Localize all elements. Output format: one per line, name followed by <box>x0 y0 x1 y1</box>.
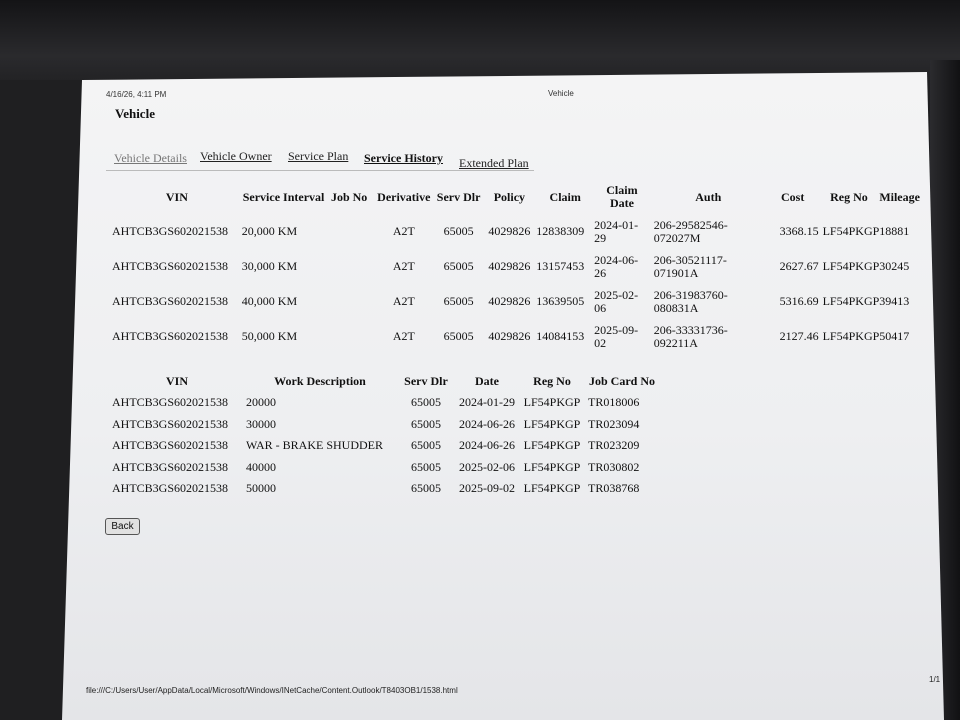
cell-serv-dlr: 65005 <box>411 395 441 410</box>
table-row <box>112 319 920 354</box>
cell-serv-dlr: 65005 <box>411 481 441 496</box>
cell-claim: 13639505 <box>536 294 585 308</box>
cell-reg-no: LF54PKGP <box>523 459 581 474</box>
cell-auth: 206-29582546-072027M <box>653 217 728 245</box>
col-header-date: Date <box>475 373 499 388</box>
table-row <box>112 249 920 284</box>
table-row <box>112 392 660 414</box>
cell-job-no <box>325 249 373 284</box>
table-row <box>112 435 660 457</box>
col-header-auth: Auth <box>695 189 722 204</box>
cell-mileage: 39413 <box>879 294 910 308</box>
cell-work-description: 50000 <box>246 481 276 496</box>
cell-job-card-no: TR023209 <box>588 438 640 453</box>
work-header-row <box>112 370 660 392</box>
dark-surface-top <box>0 0 960 80</box>
col-header-job-card-no: Job Card No <box>588 373 655 388</box>
table-row <box>112 414 660 436</box>
cell-job-card-no: TR030802 <box>588 459 640 474</box>
cell-policy: 4029826 <box>488 329 531 343</box>
cell-vin: AHTCB3GS602021538 <box>112 329 229 343</box>
cell-serv-dlr: 65005 <box>443 259 474 273</box>
tab-vehicle-details[interactable]: Vehicle Details <box>114 151 187 165</box>
cell-claim: 13157453 <box>536 259 585 273</box>
col-header-serv-dlr: Serv Dlr <box>436 189 481 204</box>
cell-vin: AHTCB3GS602021538 <box>112 438 229 453</box>
cell-serv-dlr: 65005 <box>411 438 441 453</box>
cell-mileage: 18881 <box>879 224 910 238</box>
cell-service-interval: 30,000 KM <box>241 259 298 273</box>
col-header-derivative: Derivative <box>377 189 431 204</box>
cell-cost: 2627.67 <box>779 259 819 273</box>
cell-service-interval: 20,000 KM <box>241 224 298 238</box>
cell-date: 2025-02-06 <box>459 459 515 474</box>
cell-cost: 2127.46 <box>779 329 819 343</box>
print-datetime: 4/16/26, 4:11 PM <box>106 90 167 99</box>
cell-job-card-no: TR023094 <box>588 416 640 431</box>
claims-header-row <box>112 180 920 214</box>
cell-cost: 3368.15 <box>779 224 819 238</box>
cell-work-description: WAR - BRAKE SHUDDER <box>246 438 384 453</box>
cell-claim-date: 2024-01-29 <box>594 217 639 245</box>
col-header-serv-dlr: Serv Dlr <box>404 373 448 388</box>
col-header-claim-date: Claim Date <box>606 183 638 210</box>
col-header-service-interval: Service Interval <box>242 189 325 204</box>
print-file-path: file:///C:/Users/User/AppData/Local/Microsoft/Windows/INetCache/Content.Outlook/T8403OB1/1538.html <box>86 686 458 695</box>
cell-derivative: A2T <box>392 224 415 238</box>
tab-extended-plan[interactable]: Extended Plan <box>459 156 529 170</box>
cell-mileage: 50417 <box>879 329 910 343</box>
cell-policy: 4029826 <box>488 259 531 273</box>
cell-reg-no: LF54PKGP <box>523 395 581 410</box>
cell-cost: 5316.69 <box>779 294 819 308</box>
cell-vin: AHTCB3GS602021538 <box>112 395 229 410</box>
table-row <box>112 284 920 319</box>
cell-reg-no: LF54PKGP <box>523 438 581 453</box>
cell-auth: 206-30521117-071901A <box>653 252 727 280</box>
col-header-job-no: Job No <box>330 189 368 204</box>
tab-service-plan[interactable]: Service Plan <box>288 149 349 163</box>
cell-serv-dlr: 65005 <box>443 329 474 343</box>
cell-derivative: A2T <box>392 259 415 273</box>
cell-auth: 206-31983760-080831A <box>653 287 728 315</box>
cell-claim: 14084153 <box>536 329 585 343</box>
cell-policy: 4029826 <box>488 224 531 238</box>
cell-claim-date: 2025-09-02 <box>594 322 639 350</box>
cell-work-description: 20000 <box>246 395 276 410</box>
cell-date: 2024-06-26 <box>459 416 515 431</box>
cell-auth: 206-33331736-092211A <box>653 322 728 350</box>
cell-job-card-no: TR018006 <box>588 395 640 410</box>
work-history-table <box>112 370 660 500</box>
cell-vin: AHTCB3GS602021538 <box>112 481 229 496</box>
tab-bar <box>106 148 534 171</box>
cell-mileage: 30245 <box>879 259 910 273</box>
col-header-cost: Cost <box>781 189 805 204</box>
cell-claim-date: 2024-06-26 <box>594 252 639 280</box>
cell-derivative: A2T <box>392 329 415 343</box>
col-header-vin: VIN <box>165 189 188 204</box>
col-header-work-description: Work Description <box>274 373 366 388</box>
claims-table <box>112 180 920 354</box>
cell-vin: AHTCB3GS602021538 <box>112 416 229 431</box>
cell-claim-date: 2025-02-06 <box>594 287 639 315</box>
cell-date: 2024-06-26 <box>459 438 515 453</box>
cell-date: 2025-09-02 <box>459 481 515 496</box>
col-header-policy: Policy <box>493 189 526 204</box>
cell-reg-no: LF54PKGP <box>822 329 880 343</box>
tab-service-history[interactable]: Service History <box>364 151 443 165</box>
cell-work-description: 40000 <box>246 459 276 474</box>
cell-serv-dlr: 65005 <box>443 294 474 308</box>
cell-serv-dlr: 65005 <box>411 416 441 431</box>
col-header-vin: VIN <box>165 373 188 388</box>
cell-vin: AHTCB3GS602021538 <box>112 224 229 238</box>
cell-date: 2024-01-29 <box>459 395 515 410</box>
col-header-claim: Claim <box>549 189 581 204</box>
cell-job-no <box>325 284 373 319</box>
cell-job-no <box>325 214 373 249</box>
cell-job-card-no: TR038768 <box>588 481 640 496</box>
cell-vin: AHTCB3GS602021538 <box>112 459 229 474</box>
col-header-mileage: Mileage <box>879 189 920 204</box>
cell-derivative: A2T <box>392 294 415 308</box>
cell-vin: AHTCB3GS602021538 <box>112 294 229 308</box>
cell-reg-no: LF54PKGP <box>523 481 581 496</box>
cell-claim: 12838309 <box>536 224 585 238</box>
col-header-reg-no: Reg No <box>533 373 571 388</box>
cell-reg-no: LF54PKGP <box>822 294 880 308</box>
cell-reg-no: LF54PKGP <box>822 259 880 273</box>
cell-job-no <box>325 319 373 354</box>
print-page-title: Vehicle <box>548 89 574 98</box>
cell-reg-no: LF54PKGP <box>523 416 581 431</box>
back-button[interactable]: Back <box>105 518 140 535</box>
tab-vehicle-owner[interactable]: Vehicle Owner <box>200 149 272 163</box>
cell-serv-dlr: 65005 <box>443 224 474 238</box>
cell-reg-no: LF54PKGP <box>822 224 880 238</box>
cell-work-description: 30000 <box>246 416 276 431</box>
print-page-number: 1/1 <box>929 675 941 684</box>
cell-service-interval: 40,000 KM <box>241 294 298 308</box>
page-title: Vehicle <box>115 106 155 121</box>
col-header-reg-no: Reg No <box>830 189 868 204</box>
cell-serv-dlr: 65005 <box>411 459 441 474</box>
cell-vin: AHTCB3GS602021538 <box>112 259 229 273</box>
cell-policy: 4029826 <box>488 294 531 308</box>
cell-service-interval: 50,000 KM <box>241 329 298 343</box>
table-row <box>112 457 660 479</box>
table-row <box>112 478 660 500</box>
table-row <box>112 214 920 249</box>
